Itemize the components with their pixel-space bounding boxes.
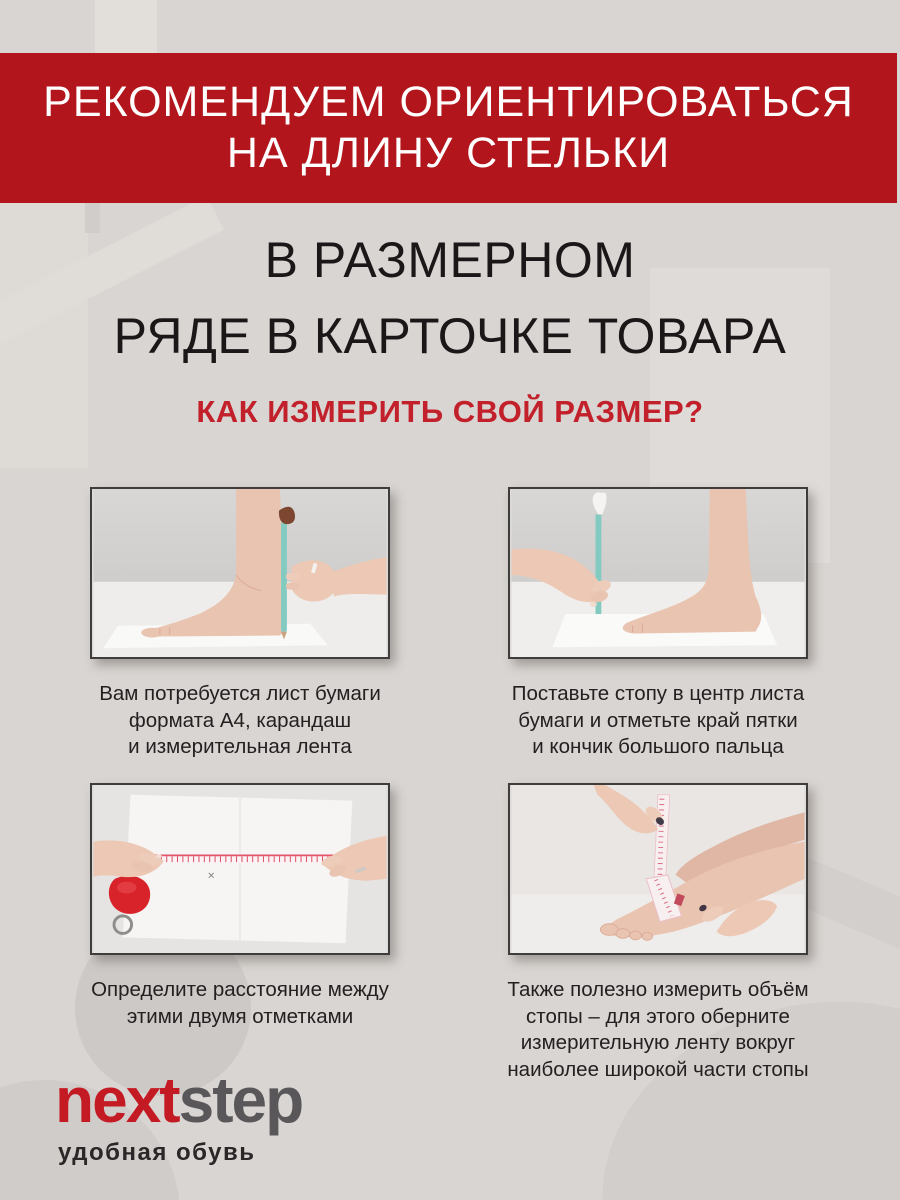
banner-line-2: НА ДЛИНУ СТЕЛЬКИ: [226, 129, 671, 177]
step-4-caption-line: стопы – для этого оберните: [526, 1004, 790, 1028]
brand-wordmark-next: next: [55, 1064, 179, 1136]
step-3-caption-line: этими двумя отметками: [126, 1004, 354, 1028]
step-2-caption: [458, 681, 858, 761]
step-3-caption: [40, 977, 440, 1030]
how-to-measure-heading: КАК ИЗМЕРИТЬ СВОЙ РАЗМЕР?: [196, 394, 704, 429]
recommendation-banner: [0, 53, 897, 203]
paper-sheet: [123, 795, 353, 943]
step-2-caption-line: и кончик большого пальца: [532, 735, 784, 758]
page-title: [0, 222, 900, 374]
title-line-1: В РАЗМЕРНОМ: [264, 232, 636, 288]
step-4-caption: [458, 977, 858, 1083]
bg-shape-top-left-bar: [95, 0, 157, 53]
step-1-caption-line: и измерительная лента: [128, 735, 352, 758]
measuring-tape: [144, 854, 341, 863]
step-4-caption-line: Также полезно измерить объём: [507, 978, 809, 1001]
step-1-photo: [90, 487, 390, 659]
step-2-caption-line: Поставьте стопу в центр листа: [511, 682, 805, 705]
measuring-tape-illustration: [92, 785, 388, 953]
brand-logo: [55, 1064, 303, 1167]
step-4-photo: [508, 783, 808, 955]
step-4-caption-line: измерительную ленту вокруг: [520, 1031, 796, 1054]
brand-tagline: удобная обувь: [58, 1139, 256, 1166]
brand-wordmark: [55, 1064, 303, 1136]
tape-around-foot-illustration: [510, 785, 806, 953]
step-1-caption: [40, 681, 440, 761]
step-3-caption-line: Определите расстояние между: [91, 978, 389, 1001]
brand-wordmark-step: step: [178, 1064, 303, 1136]
title-line-2: РЯДЕ В КАРТОЧКЕ ТОВАРА: [113, 308, 787, 364]
step-1-caption-line: Вам потребуется лист бумаги: [99, 682, 381, 705]
foot-toe-pencil-illustration: [510, 489, 806, 657]
step-3-photo: [90, 783, 390, 955]
step-1-caption-line: формата А4, карандаш: [128, 708, 352, 732]
step-4-caption-line: наиболее широкой части стопы: [507, 1057, 809, 1081]
banner-line-1: РЕКОМЕНДУЕМ ОРИЕНТИРОВАТЬСЯ: [43, 78, 854, 126]
step-2-photo: [508, 487, 808, 659]
step-2-caption-line: бумаги и отметьте край пятки: [518, 708, 798, 732]
foot-heel-pencil-illustration: [92, 489, 388, 657]
